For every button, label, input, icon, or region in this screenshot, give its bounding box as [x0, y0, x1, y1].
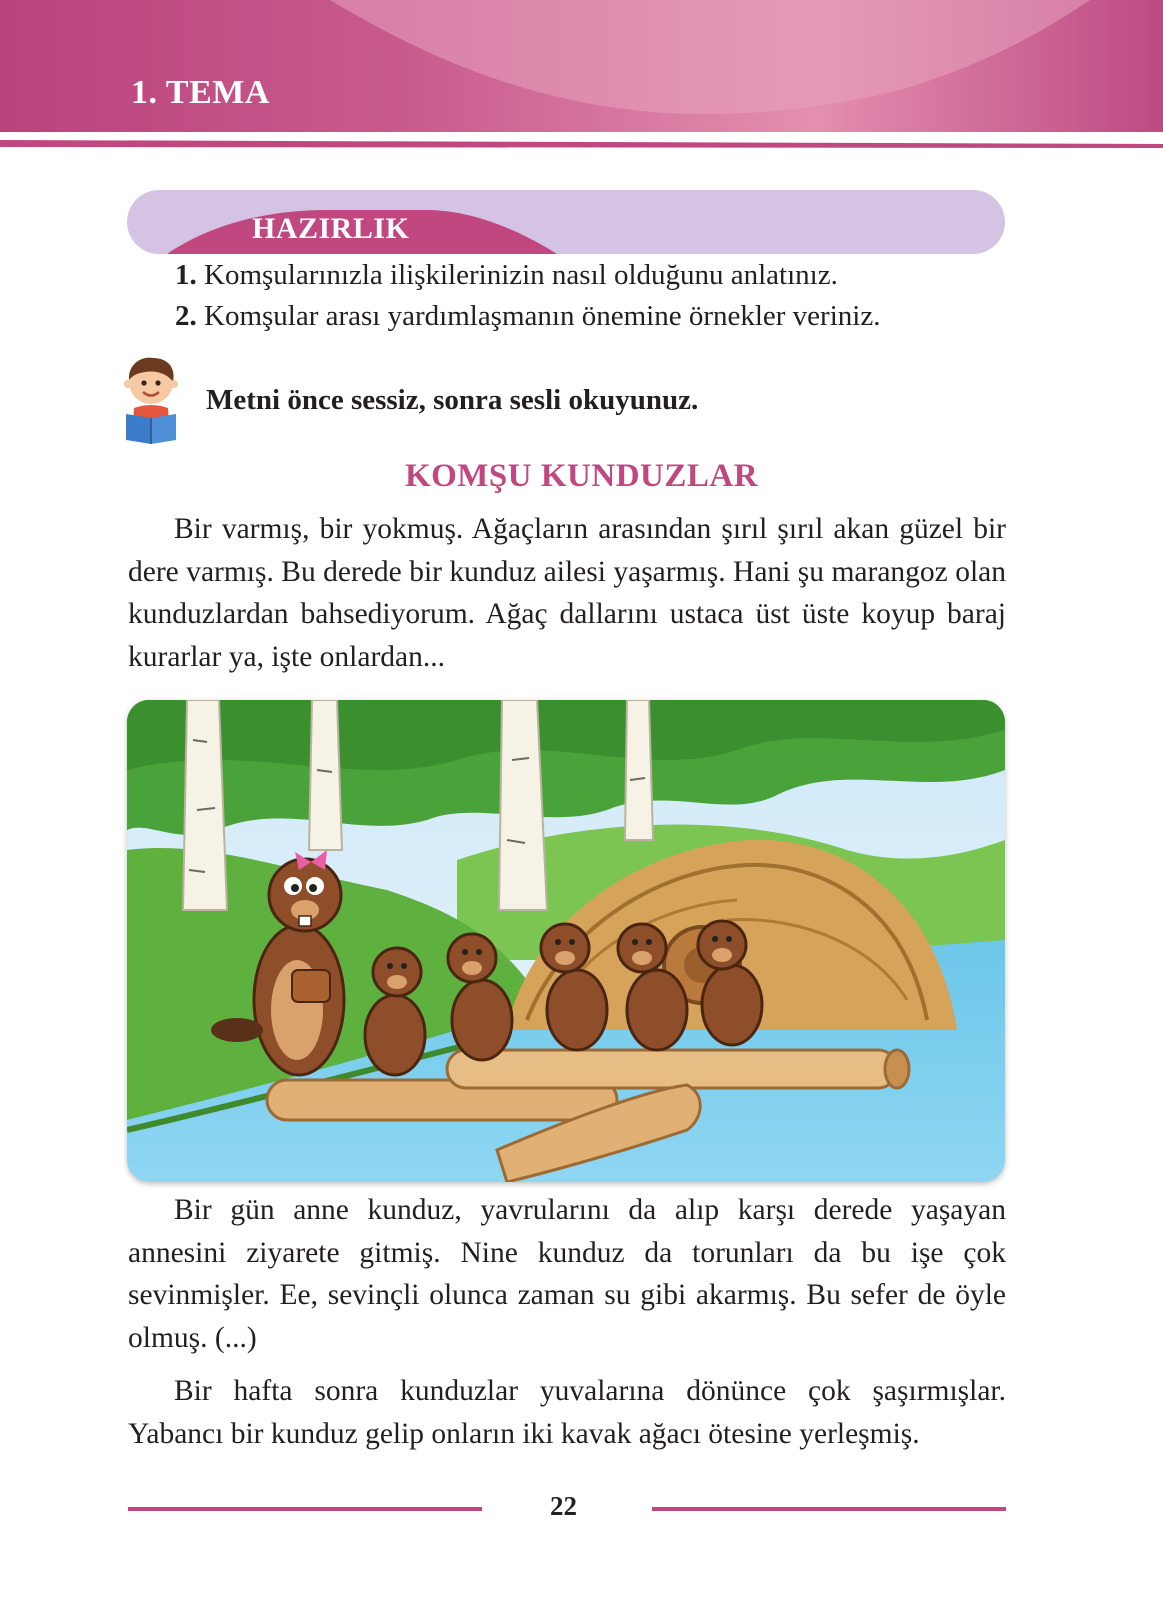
page-number: 22	[550, 1491, 577, 1521]
question-text: Komşularınızla ilişkilerinizin nasıl olduğunu anlatınız.	[204, 259, 838, 291]
footer-line-left	[128, 1507, 482, 1511]
reading-instruction: Metni önce sessiz, sonra sesli okuyunuz.	[206, 384, 699, 416]
story-paragraph-2: Bir gün anne kunduz, yavrularını da alıp karşı derede yaşayan annesini ziyarete gitmiş. Nine kunduz da torunları da bu işe çok sevinmişler. Ee, sevinçli olunca zaman su gibi akarmış. Bu sefer de öyle olmuş. (...)	[128, 1194, 1006, 1354]
question-text: Komşular arası yardımlaşmanın önemine örnekler veriniz.	[204, 300, 881, 332]
theme-label: 1. TEMA	[131, 74, 270, 111]
beaver-family-illustration	[127, 700, 1005, 1182]
story-paragraph-3: Bir hafta sonra kunduzlar yuvalarına dönünce çok şaşırmışlar. Yabancı bir kunduz gelip onların iki kavak ağacı ötesine yerleşmiş.	[128, 1375, 1006, 1450]
question-number: 1.	[175, 259, 197, 291]
preparation-question-1	[175, 257, 838, 293]
preparation-label: HAZIRLIK	[252, 212, 410, 245]
chapter-header	[0, 0, 1163, 150]
footer-line-right	[652, 1507, 1006, 1511]
question-number: 2.	[175, 300, 197, 332]
reading-child-icon	[120, 356, 182, 446]
preparation-question-2	[175, 298, 880, 334]
story-title: KOMŞU KUNDUZLAR	[404, 458, 759, 494]
story-paragraph-1: Bir varmış, bir yokmuş. Ağaçların arasından şırıl şırıl akan güzel bir dere varmış. Bu derede bir kunduz ailesi yaşarmış. Hani şu marangoz olan kunduzlardan bahsediyorum. Ağaç dallarını ustaca üst üste koyup baraj kurarlar ya, işte onlardan...	[128, 513, 1006, 673]
